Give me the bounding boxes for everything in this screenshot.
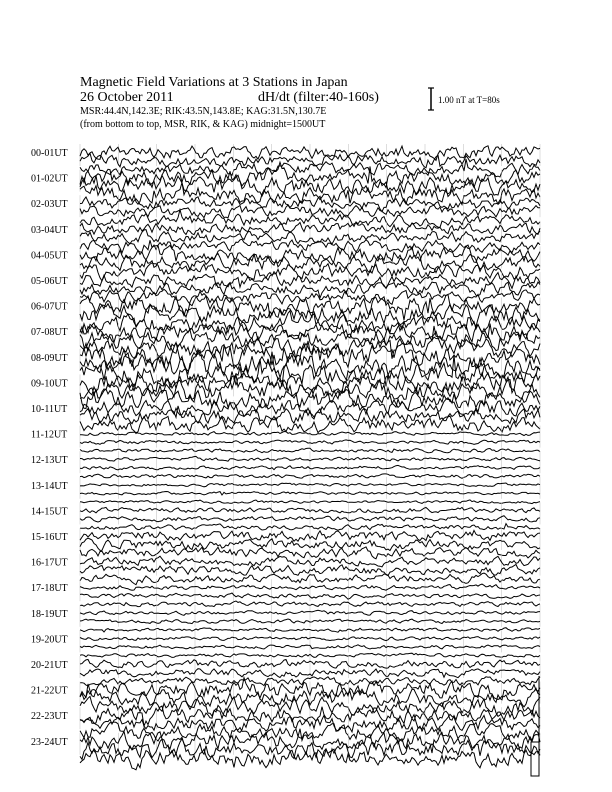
row-label: 04-05UT xyxy=(31,250,68,262)
minute-grid xyxy=(80,477,540,499)
station-order-note: (from bottom to top, MSR, RIK, & KAG) midnight=1500UT xyxy=(80,119,326,130)
row-17-18UT xyxy=(80,579,540,606)
chart-quantity: dH/dt (filter:40-160s) xyxy=(258,90,379,105)
row-label: 01-02UT xyxy=(31,173,68,185)
row-labels xyxy=(31,148,68,748)
scale-bar-label: 1.00 nT at T=80s xyxy=(438,95,500,105)
minute-grid xyxy=(80,630,540,652)
row-label: 06-07UT xyxy=(31,301,68,313)
row-23-24UT xyxy=(80,729,540,770)
trace-rows xyxy=(80,144,540,770)
row-label: 12-13UT xyxy=(31,455,68,467)
row-label: 21-22UT xyxy=(31,685,68,697)
row-label: 13-14UT xyxy=(31,480,68,492)
row-label: 16-17UT xyxy=(31,557,68,569)
minute-grid xyxy=(80,426,540,448)
minute-grid xyxy=(80,502,540,524)
row-label: 02-03UT xyxy=(31,199,68,211)
row-label: 20-21UT xyxy=(31,660,68,671)
row-label: 18-19UT xyxy=(31,608,68,620)
row-label: 17-18UT xyxy=(31,583,68,595)
row-label: 11-12UT xyxy=(31,429,68,441)
minute-grid xyxy=(80,451,540,473)
row-11-12UT xyxy=(80,426,540,453)
row-19-20UT xyxy=(80,630,540,657)
minute-grid xyxy=(80,579,540,601)
row-12-13UT xyxy=(80,451,540,478)
row-label: 08-09UT xyxy=(31,352,68,364)
row-label: 22-23UT xyxy=(31,711,68,723)
row-13-14UT xyxy=(80,477,540,504)
row-label: 10-11UT xyxy=(31,404,68,415)
scale-bar xyxy=(428,88,500,110)
chart-date: 26 October 2011 xyxy=(80,90,174,105)
row-20-21UT xyxy=(80,656,540,686)
minute-grid xyxy=(80,221,540,243)
row-label: 19-20UT xyxy=(31,634,68,646)
row-label: 23-24UT xyxy=(31,736,68,748)
row-label: 07-08UT xyxy=(31,327,68,339)
row-label: 15-16UT xyxy=(31,532,68,543)
station-coordinates: MSR:44.4N,142.3E; RIK:43.5N,143.8E; KAG:31.5N,130.7E xyxy=(80,106,327,117)
row-label: 00-01UT xyxy=(31,148,68,159)
minute-grid xyxy=(80,682,540,704)
chart-title: Magnetic Field Variations at 3 Stations in Japan xyxy=(80,75,348,90)
row-label: 03-04UT xyxy=(31,224,68,236)
row-label: 14-15UT xyxy=(31,506,68,518)
minute-grid xyxy=(80,554,540,576)
row-label: 09-10UT xyxy=(31,378,68,390)
row-18-19UT xyxy=(80,605,540,632)
row-label: 05-06UT xyxy=(31,276,68,287)
row-14-15UT xyxy=(80,502,540,530)
